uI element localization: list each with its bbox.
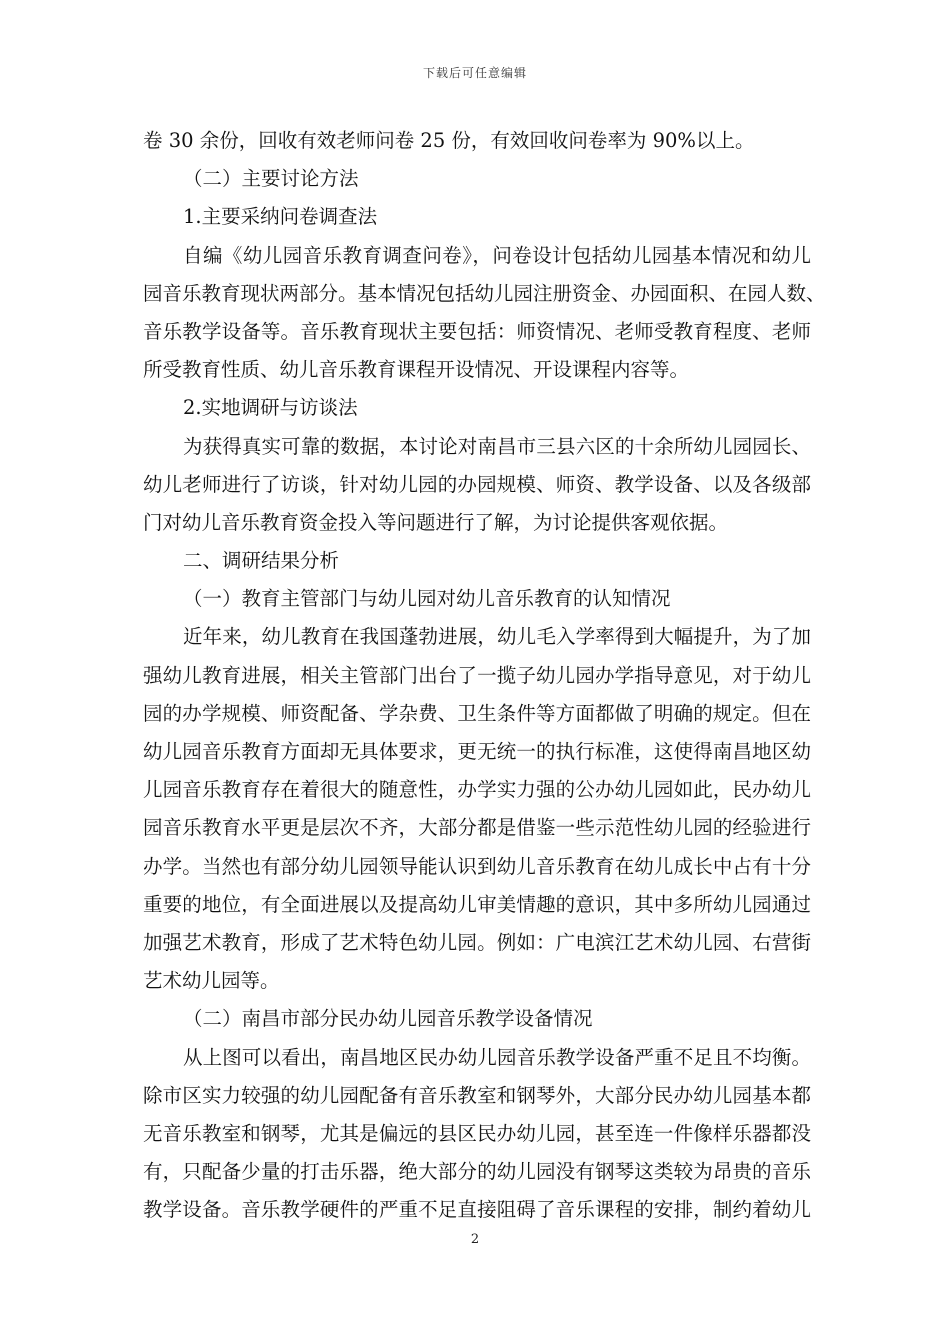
body-line: 从上图可以看出，南昌地区民办幼儿园音乐教学设备严重不足且不均衡。 (183, 1045, 811, 1069)
body-line: 有，只配备少量的打击乐器，绝大部分的幼儿园没有钢琴这类较为昂贵的音乐 (143, 1160, 811, 1184)
body-line: 艺术幼儿园等。 (143, 969, 280, 993)
body-line: 加强艺术教育，形成了艺术特色幼儿园。例如：广电滨江艺术幼儿园、右营街 (143, 930, 811, 954)
body-line: 园的办学规模、师资配备、学杂费、卫生条件等方面都做了明确的规定。但在 (143, 701, 811, 725)
body-line: 重要的地位，有全面进展以及提高幼儿审美情趣的意识，其中多所幼儿园通过 (143, 892, 811, 916)
body-line: 卷 30 余份，回收有效老师问卷 25 份，有效回收问卷率为 90%以上。 (143, 129, 755, 152)
page-header: 下载后可任意编辑 (422, 66, 527, 80)
page-number: 2 (470, 1232, 480, 1247)
body-line: 无音乐教室和钢琴，尤其是偏远的县区民办幼儿园，甚至连一件像样乐器都没 (143, 1121, 811, 1145)
body-line: 为获得真实可靠的数据，本讨论对南昌市三县六区的十余所幼儿园园长、 (183, 434, 811, 458)
subsection-heading: 1.主要采纳问卷调查法 (183, 205, 378, 229)
body-line: 园音乐教育现状两部分。基本情况包括幼儿园注册资金、办园面积、在园人数、 (143, 281, 826, 305)
body-line: 所受教育性质、幼儿音乐教育课程开设情况、开设课程内容等。 (143, 358, 690, 382)
section-heading: （一）教育主管部门与幼儿园对幼儿音乐教育的认知情况 (183, 587, 671, 611)
body-line: 幼儿园音乐教育方面却无具体要求，更无统一的执行标准，这使得南昌地区幼 (143, 740, 811, 763)
subsection-heading: 2.实地调研与访谈法 (183, 396, 358, 420)
body-line: 儿园音乐教育存在着很大的随意性，办学实力强的公办幼儿园如此，民办幼儿 (143, 778, 811, 802)
section-heading: （二）南昌市部分民办幼儿园音乐教学设备情况 (183, 1007, 593, 1031)
body-line: 自编《幼儿园音乐教育调查问卷》，问卷设计包括幼儿园基本情况和幼儿 (183, 243, 811, 267)
body-line: 教学设备。音乐教学硬件的严重不足直接阻碍了音乐课程的安排，制约着幼儿 (143, 1198, 811, 1222)
body-line: 园音乐教育水平更是层次不齐，大部分都是借鉴一些示范性幼儿园的经验进行 (143, 816, 811, 840)
body-line: 除市区实力较强的幼儿园配备有音乐教室和钢琴外，大部分民办幼儿园基本都 (143, 1083, 811, 1107)
document-body (143, 122, 826, 1229)
body-line: 音乐教学设备等。音乐教育现状主要包括：师资情况、老师受教育程度、老师 (143, 319, 811, 343)
body-line: 门对幼儿音乐教育资金投入等问题进行了解，为讨论提供客观依据。 (143, 510, 729, 534)
chapter-heading: 二、调研结果分析 (183, 549, 340, 573)
body-line: 幼儿老师进行了访谈，针对幼儿园的办园规模、师资、教学设备、以及各级部 (143, 472, 811, 496)
body-line: 办学。当然也有部分幼儿园领导能认识到幼儿音乐教育在幼儿成长中占有十分 (143, 854, 811, 878)
body-line: 近年来，幼儿教育在我国蓬勃进展，幼儿毛入学率得到大幅提升，为了加 (183, 625, 811, 649)
section-heading: （二）主要讨论方法 (183, 167, 359, 191)
body-line: 强幼儿教育进展，相关主管部门出台了一揽子幼儿园办学指导意见，对于幼儿 (143, 663, 811, 687)
